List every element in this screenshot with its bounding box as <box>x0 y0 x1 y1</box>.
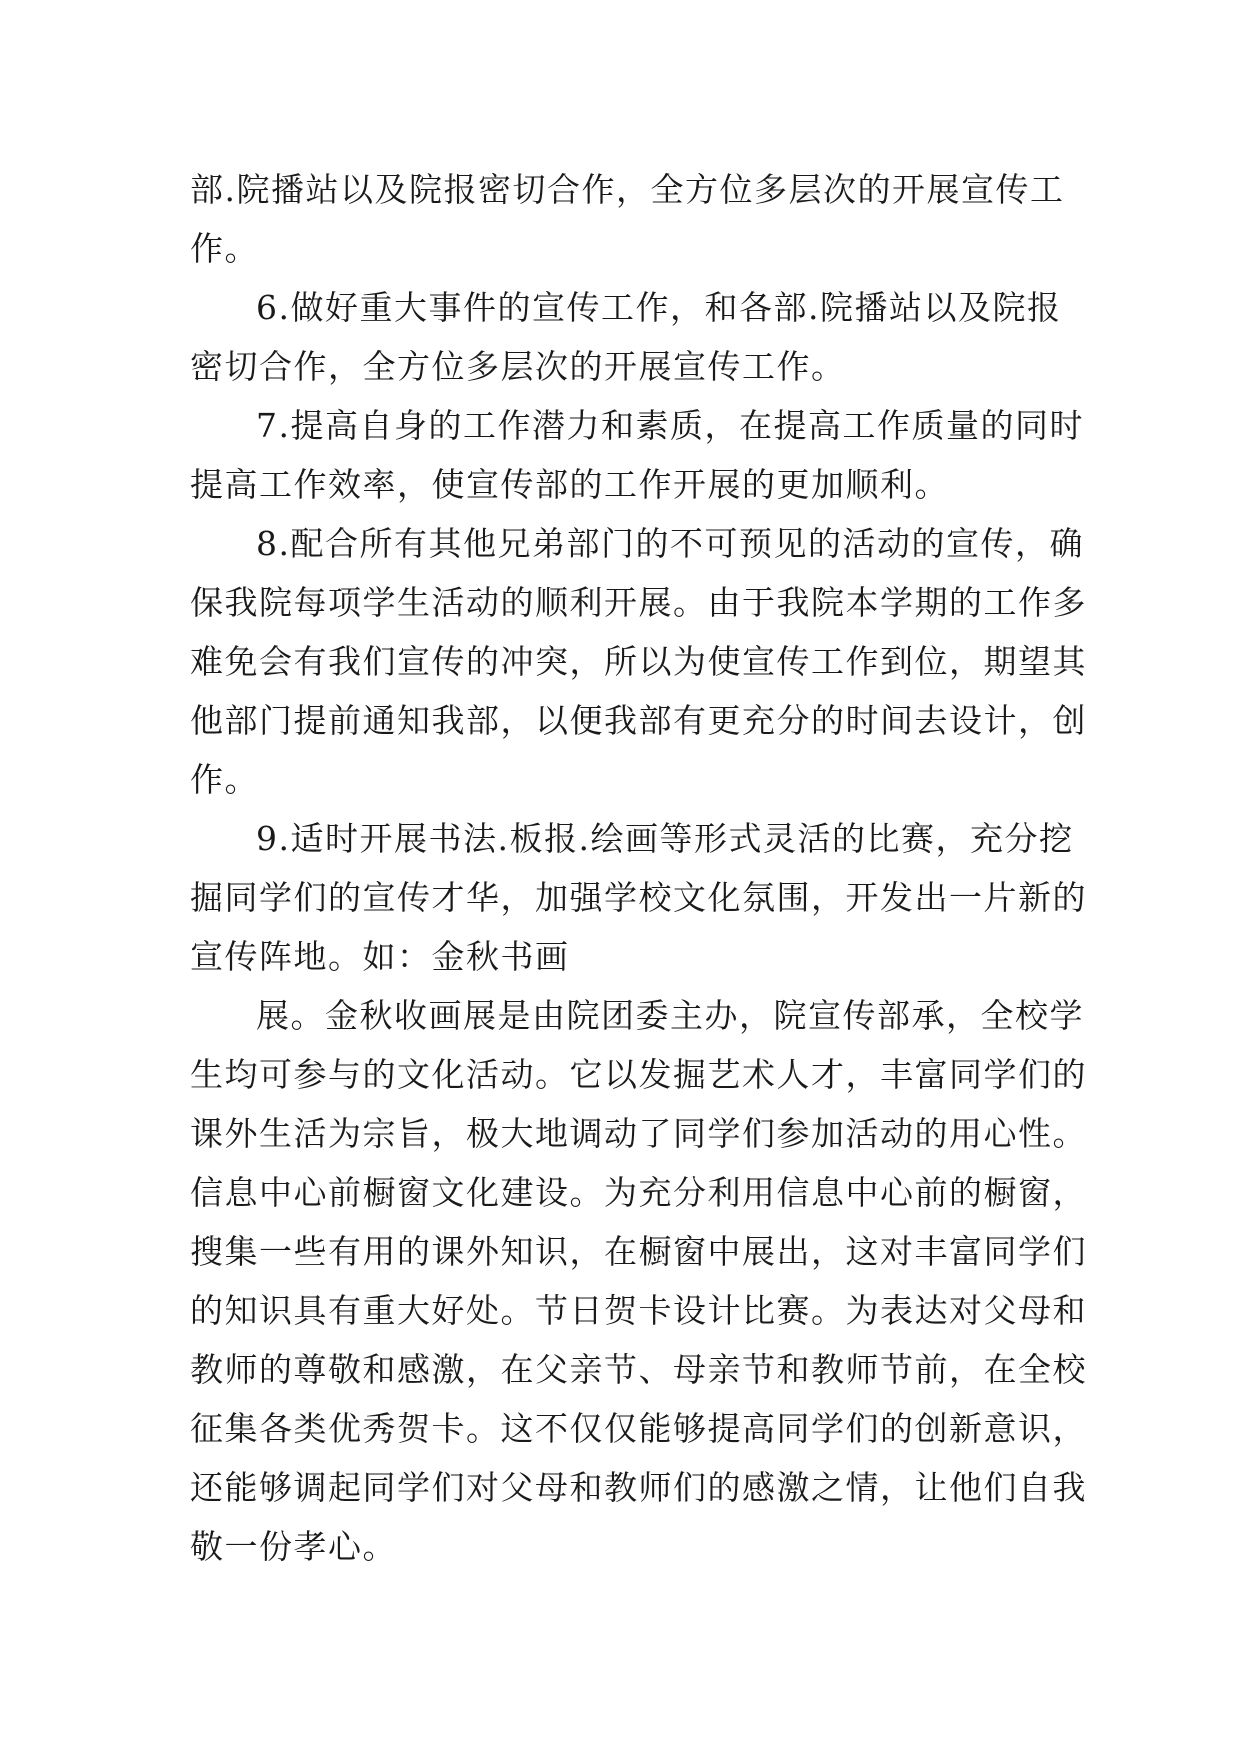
text-line: 征集各类优秀贺卡。这不仅仅能够提高同学们的创新意识， <box>190 1409 1087 1448</box>
text-line: 的知识具有重大好处。节日贺卡设计比赛。为表达对父母和 <box>190 1291 1087 1330</box>
text-line: 掘同学们的宣传才华，加强学校文化氛围，开发出一片新的 <box>190 878 1087 917</box>
text-line: 宣传阵地。如：金秋书画 <box>190 937 570 976</box>
text-line: 他部门提前通知我部，以便我部有更充分的时间去设计，创 <box>190 701 1087 740</box>
text-line: 9.适时开展书法.板报.绘画等形式灵活的比赛，充分挖 <box>256 819 1074 858</box>
text-line: 提高工作效率，使宣传部的工作开展的更加顺利。 <box>190 465 949 504</box>
text-line: 密切合作，全方位多层次的开展宣传工作。 <box>190 347 846 386</box>
text-line: 7.提高自身的工作潜力和素质，在提高工作质量的同时 <box>256 406 1084 445</box>
text-line: 展。金秋收画展是由院团委主办，院宣传部承，全校学 <box>256 996 1084 1035</box>
text-line: 课外生活为宗旨，极大地调动了同学们参加活动的用心性。 <box>190 1114 1087 1153</box>
text-line: 还能够调起同学们对父母和教师们的感激之情，让他们自我 <box>190 1468 1087 1507</box>
text-line: 作。 <box>190 760 259 799</box>
text-line: 敬一份孝心。 <box>190 1527 397 1566</box>
text-line: 部.院播站以及院报密切合作，全方位多层次的开展宣传工 <box>190 170 1065 209</box>
text-line: 难免会有我们宣传的冲突，所以为使宣传工作到位，期望其 <box>190 642 1087 681</box>
text-line: 6.做好重大事件的宣传工作，和各部.院播站以及院报 <box>256 288 1062 327</box>
text-line: 生均可参与的文化活动。它以发掘艺术人才，丰富同学们的 <box>190 1055 1087 1094</box>
text-line: 8.配合所有其他兄弟部门的不可预见的活动的宣传，确 <box>256 524 1084 563</box>
text-line: 搜集一些有用的课外知识，在橱窗中展出，这对丰富同学们 <box>190 1232 1087 1271</box>
text-line: 作。 <box>190 229 259 268</box>
text-line: 教师的尊敬和感激，在父亲节、母亲节和教师节前，在全校 <box>190 1350 1087 1389</box>
text-line: 保我院每项学生活动的顺利开展。由于我院本学期的工作多 <box>190 583 1087 622</box>
document-body <box>190 160 1087 1576</box>
text-line: 信息中心前橱窗文化建设。为充分利用信息中心前的橱窗， <box>190 1173 1087 1212</box>
